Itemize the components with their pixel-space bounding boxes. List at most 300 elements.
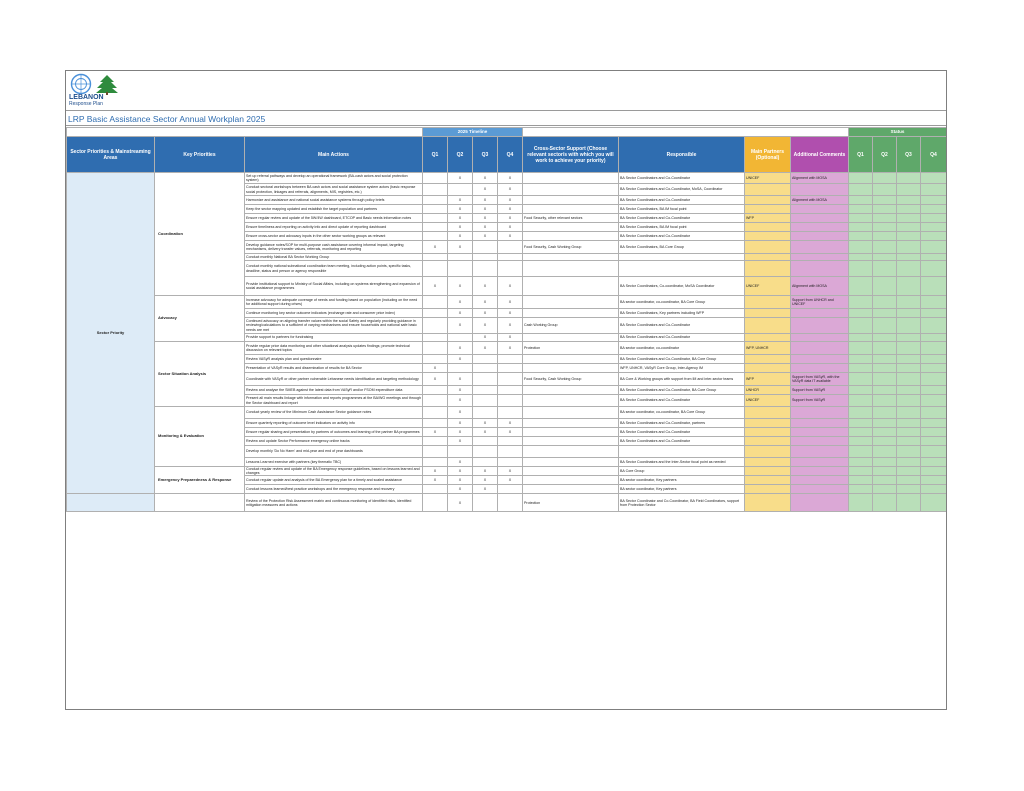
cross-sector-cell [523,395,619,407]
status-q2-cell [873,261,897,277]
status-q3-cell [897,467,921,476]
comment-cell [791,458,849,467]
status-q3-cell [897,494,921,512]
status-q3-cell [897,184,921,196]
cross-sector-cell [523,428,619,437]
responsible-cell: BA sector coordinator, co-coordinator [619,342,745,355]
timeline-q1-cell: X [423,241,448,254]
main-partner-cell [745,296,791,309]
main-partner-cell: WFP [745,214,791,223]
main-action-cell: Ensure regular review and update of the 5W/4W dashboard, ETCOP and Basic needs information notes [245,214,423,223]
timeline-q3-cell [473,446,498,458]
main-action-cell: Conduct monthly National BA Sector Working Group [245,254,423,261]
timeline-q2-cell: X [448,458,473,467]
cross-sector-cell [523,196,619,205]
status-q3-cell [897,277,921,296]
timeline-q3-cell: X [473,196,498,205]
timeline-q1-cell [423,355,448,364]
cross-sector-cell [523,334,619,342]
status-q4-cell [921,373,947,386]
status-q1-cell [849,223,873,232]
comment-cell: Support from VASyR, with the VASyR data IT available [791,373,849,386]
status-q2-cell [873,407,897,419]
responsible-cell: BA Sector Coordinators and Co-Coordinator [619,173,745,184]
sector-priorities-header: Sector Priorities & Mainstreaming Areas [67,137,155,173]
responsible-cell: BA Core Group [619,467,745,476]
status-q2-cell [873,214,897,223]
comment-cell [791,428,849,437]
responsible-cell: BA Sector Coordinators and Co-Coordinator [619,232,745,241]
main-action-cell: Ensure timeliness and reporting on activity info and direct update of reporting dashboard [245,223,423,232]
status-q4-cell [921,277,947,296]
status-q3-cell [897,254,921,261]
status-q1-cell [849,364,873,373]
header-group-row [67,128,947,137]
status-q2-cell [873,428,897,437]
status-q4-cell [921,309,947,318]
timeline-q1-cell [423,214,448,223]
timeline-q3-cell: X [473,342,498,355]
status-q4-cell [921,446,947,458]
status-q2-cell [873,205,897,214]
workplan-rows [67,173,947,512]
main-action-cell: Provide regular price data monitoring and other situational analysis updates findings; promote technical discussion on relevant topics [245,342,423,355]
timeline-q4-cell [498,494,523,512]
main-partner-cell [745,476,791,485]
status-q4-cell [921,296,947,309]
main-partner-cell: UNICEF [745,395,791,407]
timeline-q1-cell [423,173,448,184]
status-q1-cell [849,296,873,309]
cross-sector-cell [523,277,619,296]
status-q1-cell [849,437,873,446]
main-partner-cell [745,467,791,476]
timeline-q2-cell: X [448,173,473,184]
header-row [67,137,947,173]
status-q3-cell [897,355,921,364]
status-q3-cell [897,342,921,355]
status-q3-cell [897,296,921,309]
cross-sector-cell [523,296,619,309]
timeline-q4-cell [498,355,523,364]
title-row [66,113,946,126]
responsible-cell: BA Sector Coordinators and Co-Coordinator [619,318,745,334]
timeline-q2-cell: X [448,196,473,205]
status-q1-cell [849,261,873,277]
timeline-q2-cell: X [448,467,473,476]
timeline-q3-cell [473,407,498,419]
cross-sector-cell: Cash Working Group [523,318,619,334]
main-action-cell: Provide institutional support to Ministry of Social Affairs, including on systems strengthening and expansion of social assistance programmes [245,277,423,296]
responsible-cell: BA Sector Coordinators and Co-Coordinator [619,214,745,223]
timeline-q3-cell: X [473,428,498,437]
cross-sector-cell [523,386,619,395]
key-priority-cell: Sector Situation Analysis [155,342,245,407]
status-q4-cell [921,342,947,355]
timeline-q2-cell: X [448,419,473,428]
status-q4-cell [921,494,947,512]
cross-sector-cell [523,437,619,446]
status-q1-cell [849,241,873,254]
status-q1-cell [849,196,873,205]
timeline-q3-cell: X [473,277,498,296]
main-action-cell: Conduct regular review and update of the BA Emergency response guidelines, based on lessons learned and changes [245,467,423,476]
status-q2-cell [873,223,897,232]
status-q3-cell [897,232,921,241]
timeline-q2-cell [448,334,473,342]
status-q2-cell [873,355,897,364]
main-partner-cell [745,437,791,446]
responsible-cell: BA Sector Coordinators and Co-Coordinator [619,196,745,205]
timeline-q1-cell [423,437,448,446]
status-q1-cell [849,205,873,214]
status-q3-cell [897,419,921,428]
timeline-q1-cell [423,232,448,241]
timeline-q1-cell [423,342,448,355]
comment-cell [791,309,849,318]
status-q3-cell [897,261,921,277]
timeline-q3-cell [473,241,498,254]
timeline-q3-cell: X [473,318,498,334]
timeline-q4-cell: X [498,318,523,334]
timeline-q3-cell: X [473,476,498,485]
status-q2-cell [873,318,897,334]
status-q4-cell [921,254,947,261]
table-row [67,494,947,512]
main-action-cell: Conduct regular update and analysis of the BA Emergency plan for a timely and scaled assistance [245,476,423,485]
status-q2-header: Q2 [873,137,897,173]
responsible-cell: BA Sector Coordinators and Co-Coordinator, BA Core Group [619,386,745,395]
cross-sector-cell [523,485,619,494]
responsible-cell: BA Sector Coordinators, BA IM focal point [619,205,745,214]
responsible-cell: BA Sector Coordinators and Co-Coordinator [619,334,745,342]
status-q3-header: Q3 [897,137,921,173]
status-q4-cell [921,184,947,196]
timeline-q4-cell: X [498,277,523,296]
status-q4-cell [921,173,947,184]
timeline-q3-cell: X [473,309,498,318]
status-q4-cell [921,467,947,476]
cross-sector-cell [523,458,619,467]
status-q1-cell [849,318,873,334]
timeline-q3-cell: X [473,214,498,223]
status-q3-cell [897,214,921,223]
timeline-q4-cell [498,241,523,254]
responsible-cell: BA Sector Coordinators and Co-Coordinator, MoSA, Coordinator [619,184,745,196]
main-partner-cell: UNICEF [745,277,791,296]
comment-cell [791,342,849,355]
main-action-cell: Review VASyR analysis plan and questionnaire [245,355,423,364]
main-action-cell: Conduct lessons learned/best practice workshops and the emergency response and recovery [245,485,423,494]
timeline-q4-cell [498,446,523,458]
timeline-q3-cell: X [473,467,498,476]
status-q3-cell [897,364,921,373]
timeline-q3-cell [473,373,498,386]
comment-cell [791,467,849,476]
comment-cell [791,241,849,254]
status-q1-cell [849,428,873,437]
cross-sector-cell [523,467,619,476]
logo-subtitle: Response Plan [69,101,103,107]
sector-priority-cell [67,494,155,512]
q2-header: Q2 [448,137,473,173]
timeline-q2-cell [448,261,473,277]
timeline-q3-cell [473,355,498,364]
timeline-q1-cell [423,254,448,261]
status-q4-cell [921,407,947,419]
main-action-cell: Conduct monthly national subnational coordination team meeting, including action points, specific tasks, deadline, status and person or agency responsible [245,261,423,277]
timeline-q1-cell [423,494,448,512]
status-q4-cell [921,214,947,223]
status-q1-cell [849,494,873,512]
timeline-q3-cell [473,458,498,467]
status-q2-cell [873,309,897,318]
status-q3-cell [897,334,921,342]
timeline-q3-cell: X [473,334,498,342]
status-q3-cell [897,428,921,437]
status-q3-cell [897,373,921,386]
cross-sector-cell [523,407,619,419]
timeline-q3-cell [473,494,498,512]
timeline-q1-cell [423,309,448,318]
comment-cell: Alignment with MOSA [791,277,849,296]
status-q3-cell [897,241,921,254]
timeline-q2-cell: X [448,342,473,355]
comment-cell [791,494,849,512]
main-action-cell: Provide support to partners for fundraising [245,334,423,342]
status-q1-cell [849,214,873,223]
responsible-cell: BA sector coordinator, co-coordinator, BA Core Group [619,407,745,419]
key-priority-cell: Monitoring & Evaluation [155,407,245,467]
timeline-q2-cell [448,364,473,373]
main-partner-cell [745,334,791,342]
comment-cell [791,437,849,446]
timeline-q1-cell [423,318,448,334]
status-q1-cell [849,458,873,467]
timeline-q1-cell [423,184,448,196]
timeline-q2-cell: X [448,407,473,419]
table-row [67,342,947,355]
status-q1-cell [849,355,873,364]
main-action-cell: Conduct sectoral workshops between BA cash actors and social assistance system actors (basic response social protection, linkages and referrals, alignments, MIS, registries, etc.) [245,184,423,196]
timeline-q2-cell: X [448,494,473,512]
responsible-cell: BA sector coordinator, Key partners [619,485,745,494]
responsible-cell: BA Core & Working groups with support from IM and inter-sector teams [619,373,745,386]
status-q2-cell [873,373,897,386]
status-group-header: Status [849,128,947,137]
timeline-q4-cell: X [498,334,523,342]
main-partner-cell [745,184,791,196]
comment-cell [791,355,849,364]
cross-sector-cell: Food Security, other relevant sectors [523,214,619,223]
table-row [67,407,947,419]
main-partner-cell [745,232,791,241]
timeline-group-header: 2025 Timeline [423,128,523,137]
main-action-cell: Develop monthly 'Do No Harm' and mid-year and end of year dashboards [245,446,423,458]
main-action-cell: Review and update Sector Performance emergency online tracks [245,437,423,446]
cross-sector-header: Cross-Sector Support (Choose relevant sector/s with which you will work to achieve your priority) [523,137,619,173]
timeline-q2-cell [448,184,473,196]
timeline-q4-cell: X [498,467,523,476]
responsible-cell: BA Sector Coordinators, BA IM focal point [619,223,745,232]
responsible-cell [619,254,745,261]
timeline-q1-cell: X [423,467,448,476]
timeline-q2-cell [448,446,473,458]
main-partners-header: Main Partners (Optional) [745,137,791,173]
timeline-q3-cell: X [473,223,498,232]
status-q1-cell [849,334,873,342]
timeline-q2-cell: X [448,296,473,309]
timeline-q4-cell: X [498,476,523,485]
main-partner-cell [745,355,791,364]
un-cedar-emblem-icon [69,73,121,95]
cross-sector-cell: Protection [523,342,619,355]
responsible-cell: BA Sector Coordinators and the Inter-Sector focal point as needed [619,458,745,467]
responsible-cell: BA Sector Coordinators and Co-Coordinator [619,437,745,446]
timeline-q1-cell [423,296,448,309]
status-q4-cell [921,437,947,446]
status-q4-cell [921,318,947,334]
timeline-q1-cell [423,485,448,494]
status-q4-cell [921,355,947,364]
status-q1-cell [849,373,873,386]
timeline-q2-cell: X [448,437,473,446]
comment-cell [791,261,849,277]
status-q3-cell [897,223,921,232]
timeline-q1-cell [423,446,448,458]
timeline-q2-cell: X [448,428,473,437]
main-partner-cell [745,241,791,254]
comment-cell [791,232,849,241]
table-row [67,467,947,476]
timeline-q2-cell: X [448,395,473,407]
status-q3-cell [897,309,921,318]
status-q4-cell [921,334,947,342]
responsible-header: Responsible [619,137,745,173]
main-action-cell: Harmonize and assistance and national social assistance systems through policy briefs [245,196,423,205]
main-action-cell: Develop guidance notes/SOP for multi-purpose cash assistance covering informal impact, targeting mechanisms, delivery transfer values, referrals, monitoring and reporting [245,241,423,254]
main-action-cell: Conduct yearly review of the Minimum Cash Assistance Sector guidance notes [245,407,423,419]
status-q4-cell [921,364,947,373]
status-q1-cell [849,395,873,407]
status-q2-cell [873,342,897,355]
status-q4-cell [921,205,947,214]
status-q1-cell [849,446,873,458]
timeline-q4-cell [498,485,523,494]
timeline-q2-cell: X [448,355,473,364]
timeline-q1-cell [423,223,448,232]
status-q2-cell [873,419,897,428]
status-q4-cell [921,196,947,205]
key-priority-cell: Coordination [155,173,245,296]
status-q2-cell [873,232,897,241]
cross-sector-cell [523,309,619,318]
status-q3-cell [897,173,921,184]
main-action-cell: Presentation of VASyR results and dissemination of results for BA Sector [245,364,423,373]
cross-sector-cell [523,476,619,485]
cross-sector-cell [523,205,619,214]
status-q3-cell [897,485,921,494]
logo-wordmark [69,94,125,108]
q3-header: Q3 [473,137,498,173]
q4-header: Q4 [498,137,523,173]
status-q1-cell [849,309,873,318]
cross-sector-cell: Food Security, Cash Working Group [523,373,619,386]
lrp-logo [67,72,123,110]
workplan-sheet [65,70,947,710]
timeline-q2-cell: X [448,232,473,241]
timeline-q2-cell: X [448,223,473,232]
responsible-cell: BA Sector Coordinators, BA Core Group [619,241,745,254]
comment-cell: Alignment with MOSA [791,173,849,184]
page-title: LRP Basic Assistance Sector Annual Workplan 2025 [68,114,266,124]
main-partner-cell [745,494,791,512]
timeline-q2-cell: X [448,373,473,386]
status-q1-cell [849,476,873,485]
timeline-q2-cell: X [448,214,473,223]
status-q1-cell [849,407,873,419]
main-action-cell: Continue monitoring key sector outcome indicators (exchange rate and consumer price index) [245,309,423,318]
timeline-q4-cell: X [498,184,523,196]
main-action-cell: Keep the sector mapping updated and establish the target population and partners [245,205,423,214]
timeline-q3-cell [473,254,498,261]
comment-cell [791,214,849,223]
table-row [67,296,947,309]
timeline-q2-cell [448,254,473,261]
main-partner-cell [745,458,791,467]
comment-cell [791,184,849,196]
timeline-q1-cell: X [423,476,448,485]
status-q4-cell [921,485,947,494]
timeline-q4-cell: X [498,173,523,184]
main-partner-cell [745,309,791,318]
comment-cell [791,205,849,214]
cross-sector-cell [523,173,619,184]
main-partner-cell [745,446,791,458]
cross-sector-cell [523,232,619,241]
status-q4-header: Q4 [921,137,947,173]
status-q1-cell [849,173,873,184]
responsible-cell: BA Sector Coordinators and Co-Coordinator [619,428,745,437]
main-partner-cell [745,364,791,373]
timeline-q3-cell: X [473,205,498,214]
status-q2-cell [873,386,897,395]
cross-sector-cell: Food Security, Cash Working Group [523,241,619,254]
comment-cell: Support from VASyR [791,386,849,395]
timeline-q3-cell: X [473,296,498,309]
timeline-q4-cell [498,261,523,277]
logo-row [66,71,946,111]
cross-sector-cell [523,419,619,428]
timeline-q3-cell: X [473,485,498,494]
responsible-cell [619,261,745,277]
status-q2-cell [873,334,897,342]
status-q1-cell [849,419,873,428]
main-partner-cell [745,223,791,232]
cross-sector-cell [523,223,619,232]
status-q3-cell [897,446,921,458]
status-q2-cell [873,467,897,476]
timeline-q4-cell [498,407,523,419]
main-partner-cell [745,407,791,419]
q1-header: Q1 [423,137,448,173]
main-action-cell: Coordinate with VASyR or other partner vulnerable Lebanese needs identification and targeting methodology [245,373,423,386]
timeline-q4-cell: X [498,342,523,355]
workplan-table [66,127,947,512]
status-q3-cell [897,476,921,485]
timeline-q4-cell: X [498,232,523,241]
timeline-q1-cell [423,419,448,428]
